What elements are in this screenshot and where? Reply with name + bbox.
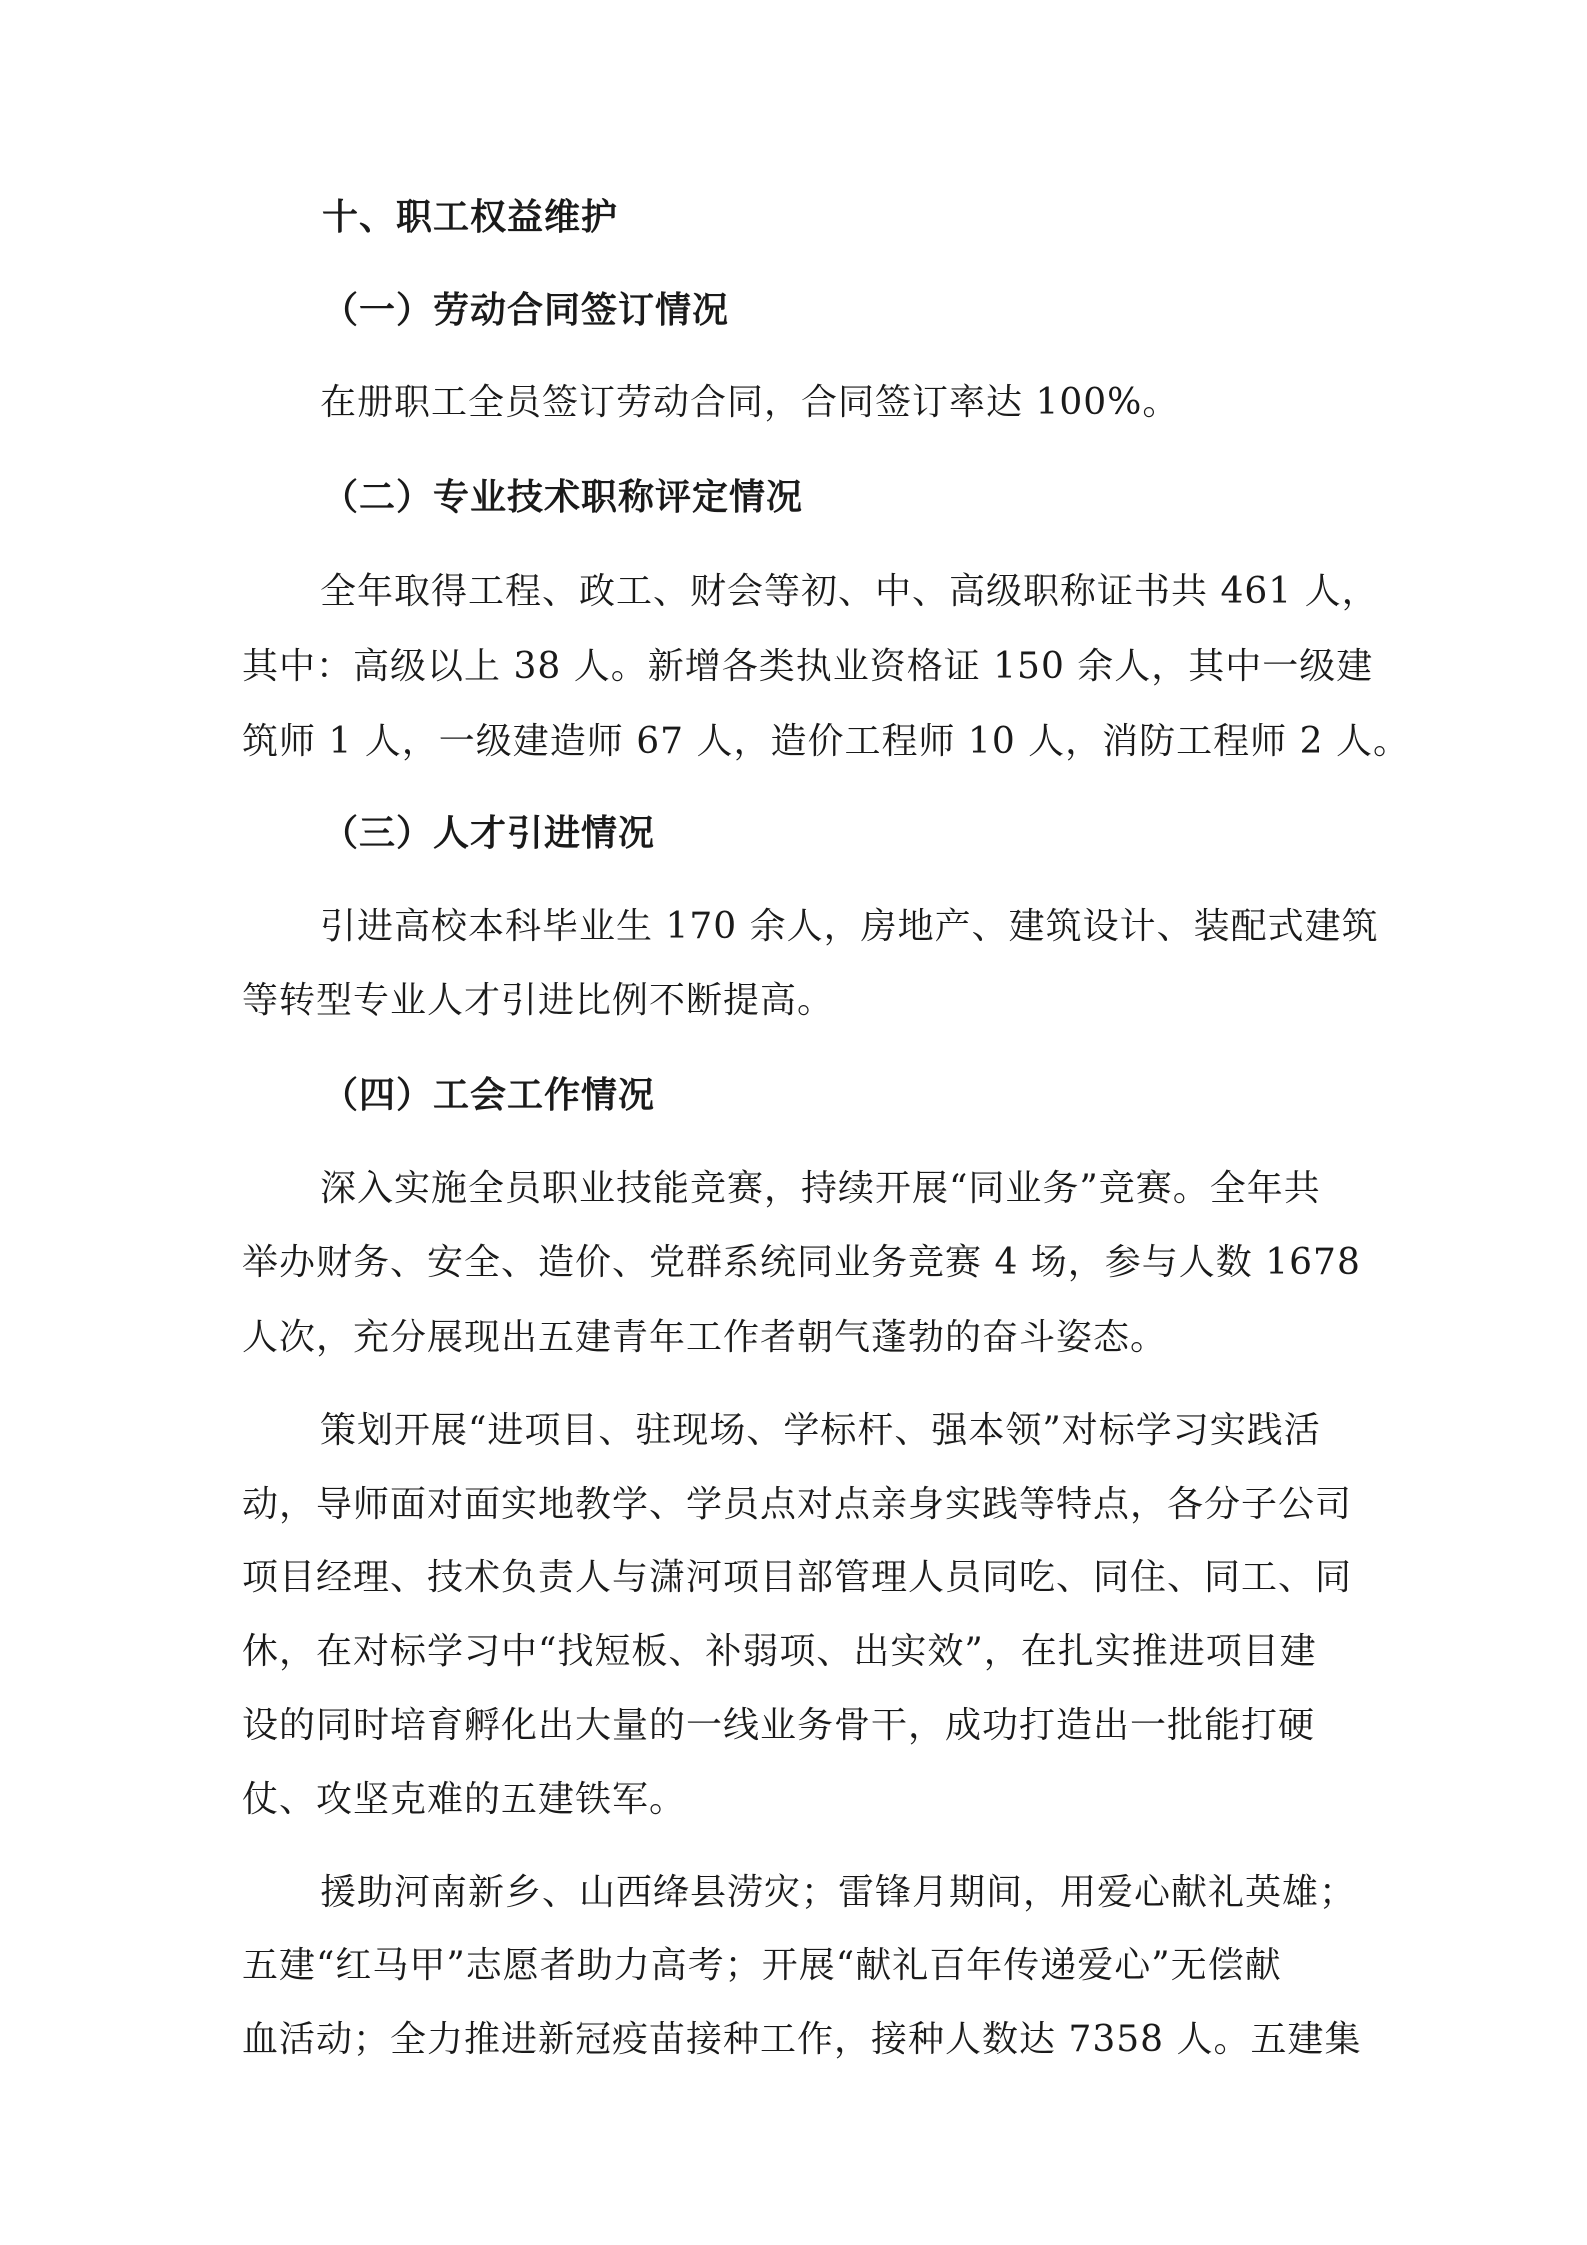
subsection-1-heading: （一）劳动合同签订情况 <box>322 289 730 331</box>
subsection-3-heading: （三）人才引进情况 <box>322 812 656 854</box>
subsection-2-heading: （二）专业技术职称评定情况 <box>322 476 804 518</box>
subsection-4-p3-line-1: 援助河南新乡、山西绛县涝灾；雷锋月期间，用爱心献礼英雄； <box>320 1872 1357 1913</box>
subsection-3-line-2: 等转型专业人才引进比例不断提高。 <box>242 980 835 1021</box>
subsection-4-p1-line-1: 深入实施全员职业技能竞赛，持续开展“同业务”竞赛。全年共 <box>320 1168 1321 1209</box>
subsection-4-p2-line-3: 项目经理、技术负责人与潇河项目部管理人员同吃、同住、同工、同 <box>242 1557 1353 1598</box>
subsection-1-line-1: 在册职工全员签订劳动合同，合同签订率达 100%。 <box>320 382 1180 423</box>
subsection-2-line-1: 全年取得工程、政工、财会等初、中、高级职称证书共 461 人， <box>320 571 1379 612</box>
subsection-2-line-2: 其中：高级以上 38 人。新增各类执业资格证 150 余人，其中一级建 <box>242 646 1374 687</box>
section-title: 十、职工权益维护 <box>322 196 619 238</box>
subsection-4-p3-line-2: 五建“红马甲”志愿者助力高考；开展“献礼百年传递爱心”无偿献 <box>242 1945 1282 1986</box>
subsection-4-p2-line-4: 休，在对标学习中“找短板、补弱项、出实效”，在扎实推进项目建 <box>242 1631 1317 1672</box>
subsection-4-p1-line-2: 举办财务、安全、造价、党群系统同业务竞赛 4 场，参与人数 1678 <box>242 1242 1361 1283</box>
subsection-4-p2-line-2: 动，导师面对面实地教学、学员点对点亲身实践等特点，各分子公司 <box>242 1484 1353 1525</box>
subsection-4-p2-line-1: 策划开展“进项目、驻现场、学标杆、强本领”对标学习实践活 <box>320 1410 1321 1451</box>
subsection-4-heading: （四）工会工作情况 <box>322 1074 656 1116</box>
subsection-4-p2-line-5: 设的同时培育孵化出大量的一线业务骨干，成功打造出一批能打硬 <box>242 1705 1316 1746</box>
subsection-4-p2-line-6: 仗、攻坚克难的五建铁军。 <box>242 1779 687 1820</box>
subsection-2-line-3: 筑师 1 人，一级建造师 67 人，造价工程师 10 人，消防工程师 2 人。 <box>242 721 1410 762</box>
subsection-4-p1-line-3: 人次，充分展现出五建青年工作者朝气蓬勃的奋斗姿态。 <box>242 1317 1168 1358</box>
subsection-3-line-1: 引进高校本科毕业生 170 余人，房地产、建筑设计、装配式建筑 <box>320 906 1379 947</box>
subsection-4-p3-line-3: 血活动；全力推进新冠疫苗接种工作，接种人数达 7358 人。五建集 <box>242 2019 1362 2060</box>
